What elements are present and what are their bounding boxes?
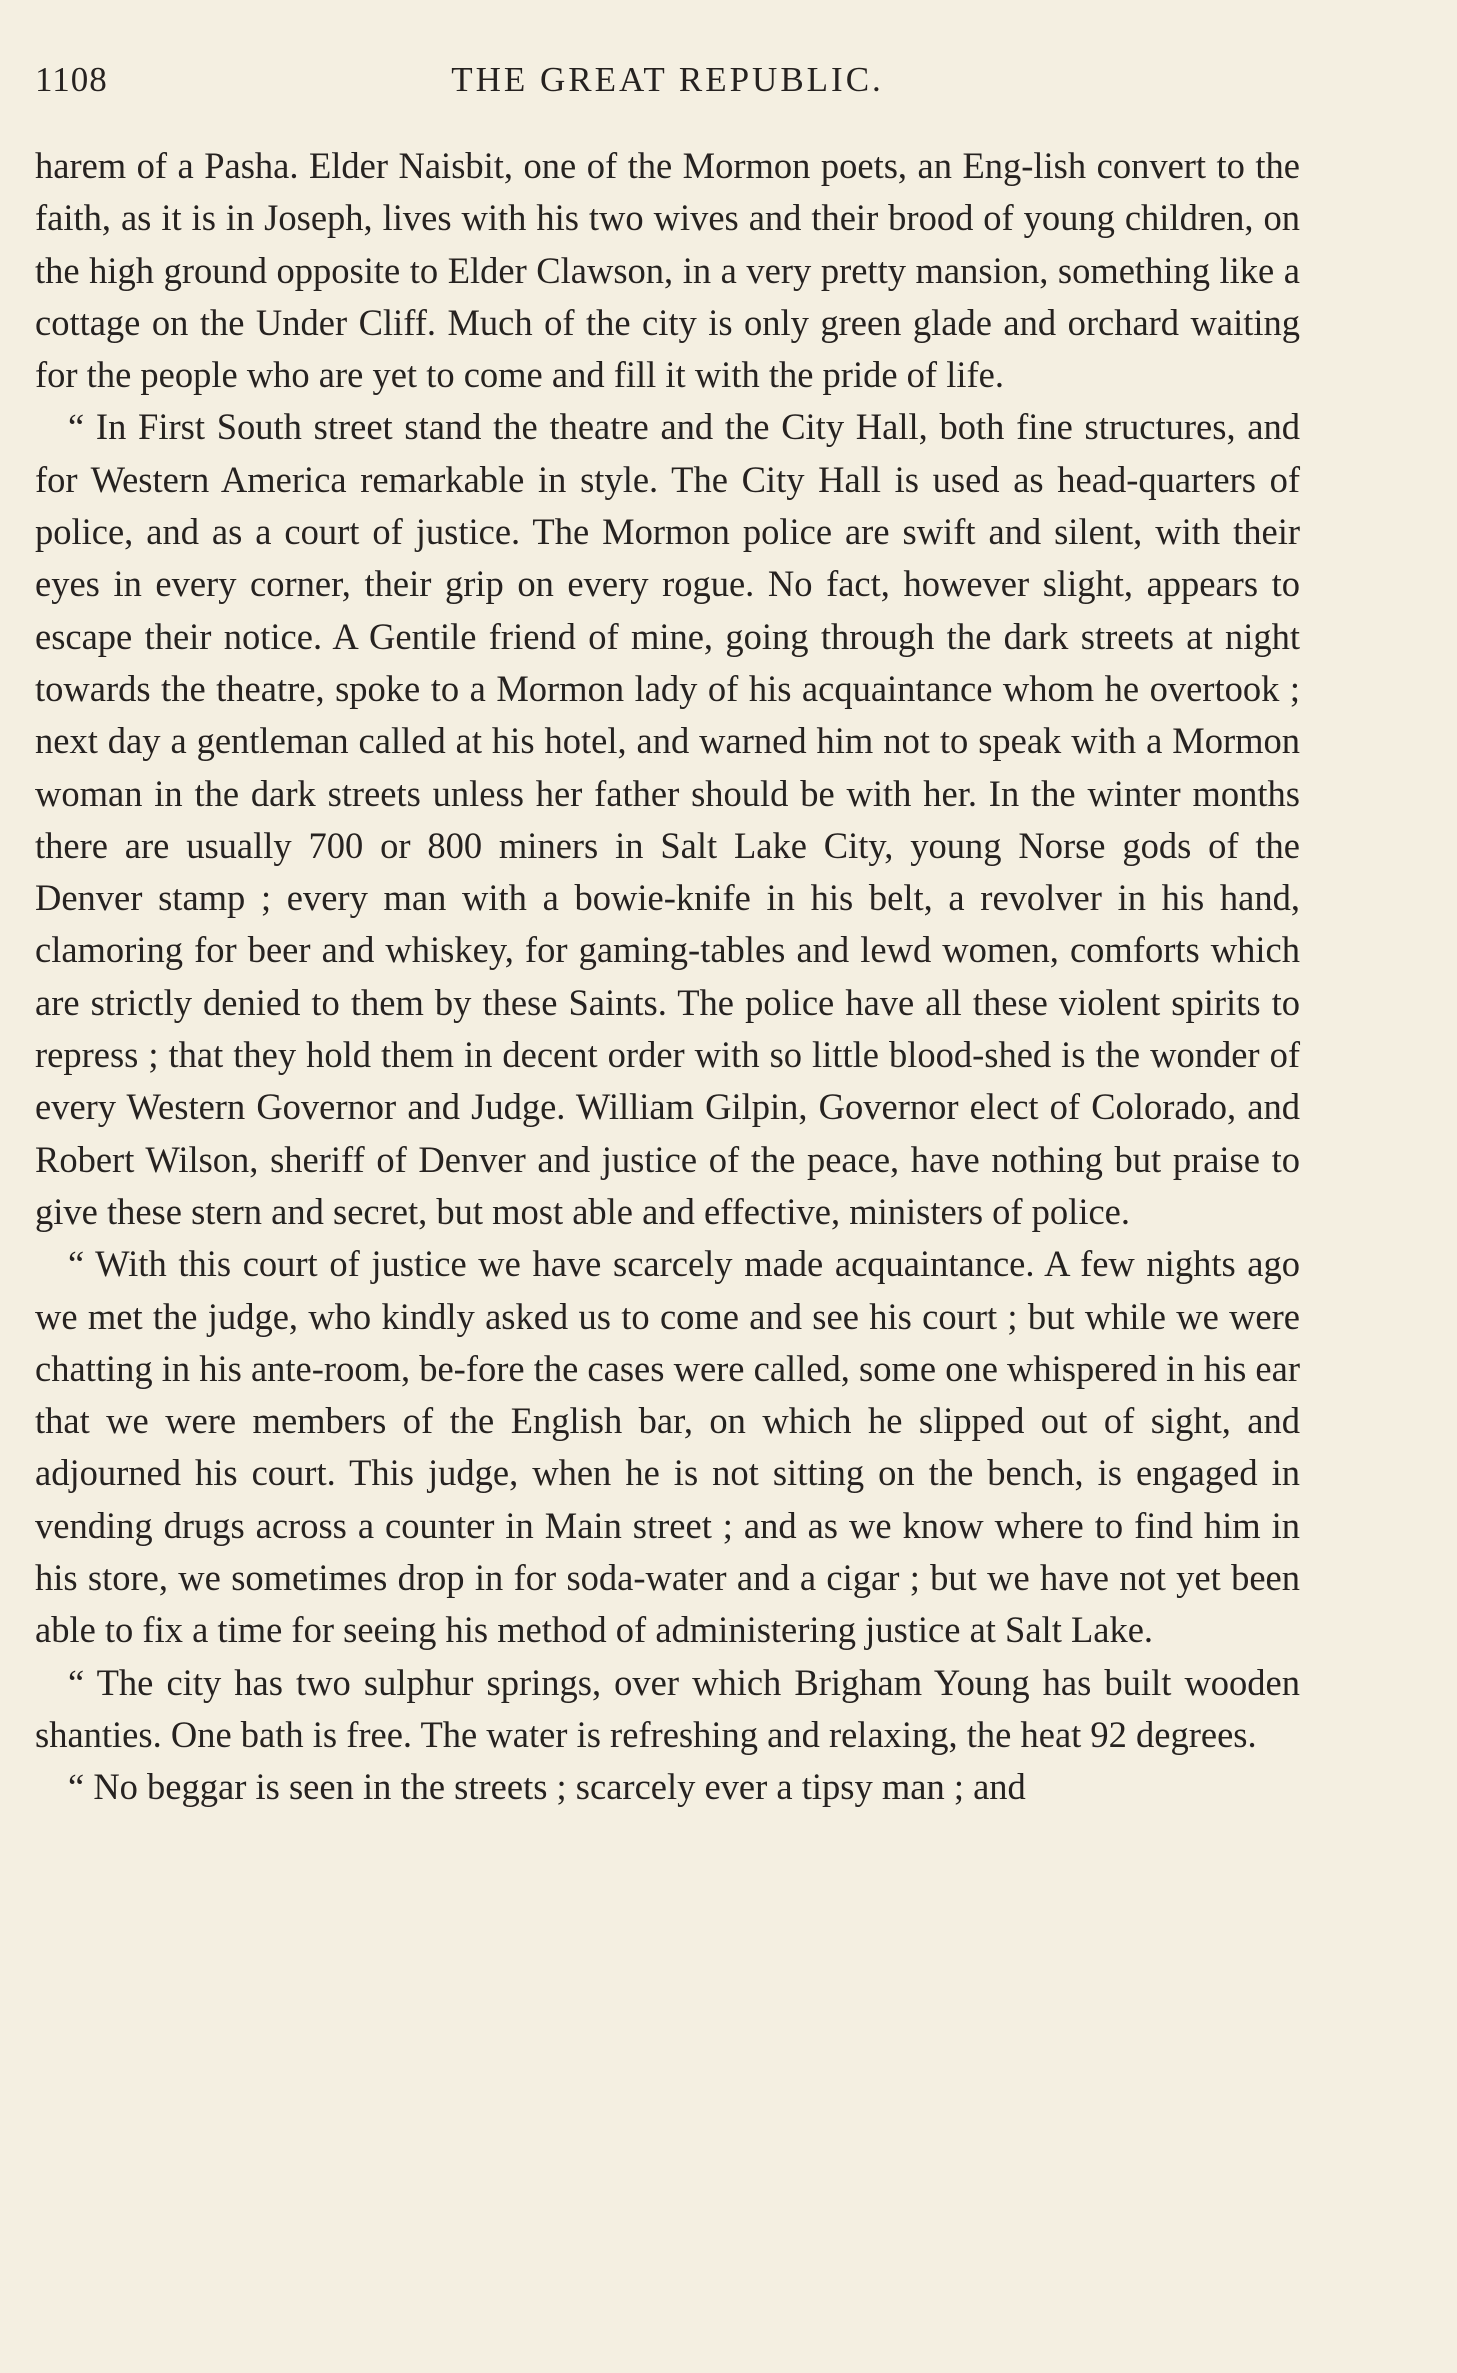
paragraph-sulphur-springs: “ The city has two sulphur springs, over which Brigham Young has built wooden shanties. One bath is free. The water is refreshing and relaxing, the heat 92 degrees. bbox=[35, 1661, 1300, 1755]
paragraph-no-beggar: “ No beggar is seen in the streets ; scarcely ever a tipsy man ; and bbox=[68, 1766, 1026, 1808]
page-number: 1108 bbox=[35, 60, 108, 99]
running-head bbox=[35, 60, 1300, 110]
body-text bbox=[35, 140, 1300, 1814]
paragraph-court-of-justice: “ With this court of justice we have scarcely made acquaintance. A few nights ago we met the judge, who kindly asked us to come and see his court ; but while we were chatting in his ante-room, be-fore the cases were called, some one whispered in his ear that we were members of the English bar, on which he slipped out of sight, and adjourned his court. This judge, when he is not sitting on the bench, is engaged in vending drugs across a counter in Main street ; and as we know where to find him in his store, we sometimes drop in for soda-water and a cigar ; but we have not yet been able to fix a time for seeing his method of administering justice at Salt Lake. bbox=[35, 1243, 1300, 1651]
paragraph-continued: harem of a Pasha. Elder Naisbit, one of the Mormon poets, an Eng-lish convert to the faith, as it is in Joseph, lives with his two wives and their brood of young children, on the high ground opposite to Elder Clawson, in a very pretty mansion, something like a cottage on the Under Cliff. Much of the city is only green glade and orchard waiting for the people who are yet to come and fill it with the pride of life. bbox=[35, 145, 1300, 396]
paragraph-city-hall: “ In First South street stand the theatre and the City Hall, both fine structures, and for Western America remarkable in style. The City Hall is used as head-quarters of police, and as a court of justice. The Mormon police are swift and silent, with their eyes in every corner, their grip on every rogue. No fact, however slight, appears to escape their notice. A Gentile friend of mine, going through the dark streets at night towards the theatre, spoke to a Mormon lady of his acquaintance whom he overtook ; next day a gentleman called at his hotel, and warned him not to speak with a Mormon woman in the dark streets unless her father should be with her. In the winter months there are usually 700 or 800 miners in Salt Lake City, young Norse gods of the Denver stamp ; every man with a bowie-knife in his belt, a revolver in his hand, clamoring for beer and whiskey, for gaming-tables and lewd women, comforts which are strictly denied to them by these Saints. The police have all these violent spirits to repress ; that they hold them in decent order with so little blood-shed is the wonder of every Western Governor and Judge. William Gilpin, Governor elect of Colorado, and Robert Wilson, sheriff of Denver and justice of the peace, have nothing but praise to give these stern and secret, but most able and effective, ministers of police. bbox=[35, 406, 1300, 1232]
page-title: THE GREAT REPUBLIC. bbox=[451, 60, 884, 99]
